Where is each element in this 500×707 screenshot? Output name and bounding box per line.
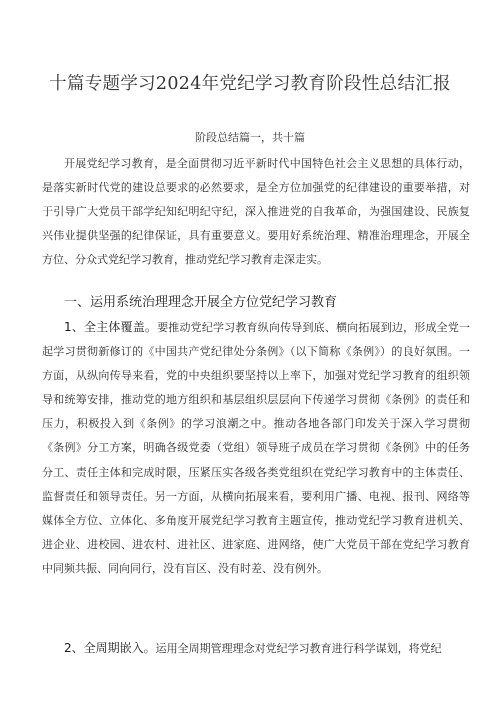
item-2-body: 运用全周期管理理念对党纪学习教育进行科学谋划，将党纪 [155,642,442,655]
document-title: 十篇专题学习2024年党纪学习教育阶段性总结汇报 [49,74,451,94]
section-heading: 一、运用系统治理理念开展全方位党纪学习教育 [64,295,338,310]
paragraph-item-1 [42,315,470,581]
document-subtitle: 阶段总结篇一，共十篇 [195,131,305,144]
intro-paragraph: 开展党纪学习教育，是全面贯彻习近平新时代中国特色社会主义思想的具体行动，是落实新时代党的建设总要求的必然要求，是全方位加强党的纪律建设的重要举措，对于引导广大党员干部学纪知纪明纪守纪，深入推进党的自我革命，为强国建设、民族复兴伟业提供坚强的纪律保证，具有重要意义。要用好系统治理、精准治理理念，开展全方位、分众式党纪学习教育，推动党纪学习教育走深走实。 [42,157,470,267]
item-1-lead: 1、全主体覆盖。 [64,320,158,334]
item-1-body: 要推动党纪学习教育纵向传导到底、横向拓展到边，形成全党一起学习贯彻新修订的《中国共产党纪律处分条例》（以下简称《条例》）的良好氛围。一方面，从纵向传导来看，党的中央组织要坚持以上率下，加强对党纪学习教育的组织领导和统筹安排，推动党的地方组织和基层组织层层向下传递学习贯彻《条例》的责任和压力，积极投入到《条例》的学习浪潮之中。推动各地各部门印发关于深入学习贯彻《条例》分工方案，明确各级党委（党组）领导班子成员在学习贯彻《条例》中的任务分工、责任主体和完成时限，压紧压实各级各类党组织在党纪学习教育中的主体责任、监督责任和领导责任。另一方面，从横向拓展来看，要利用广播、电视、报刊、网络等媒体全方位、立体化、多角度开展党纪学习教育主题宣传，推动党纪学习教育进机关、进企业、进校园、进农村、进社区、进家庭、进网络，使广大党员干部在党纪学习教育中同频共振、同向同行，没有盲区、没有时差、没有例外。 [42,321,470,575]
item-2-lead: 2、全周期嵌入。 [64,641,156,655]
paragraph-item-2 [42,636,470,661]
